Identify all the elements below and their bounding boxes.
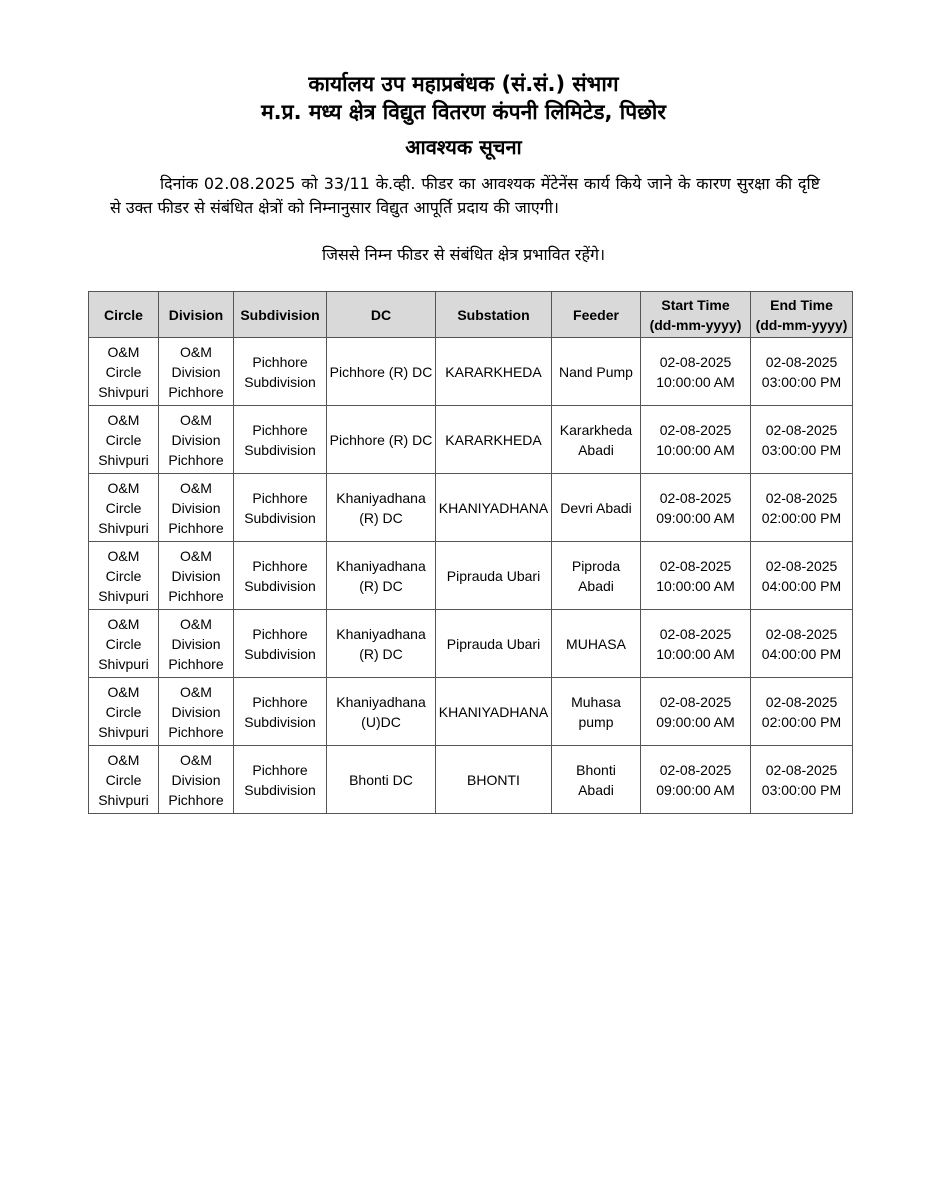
- cell-feeder: Nand Pump: [552, 338, 641, 406]
- cell-circle: O&M Circle Shivpuri: [89, 610, 159, 678]
- cell-substation: KARARKHEDA: [436, 338, 552, 406]
- table-row: [89, 474, 853, 542]
- table-row: [89, 678, 853, 746]
- cell-subdivision: Pichhore Subdivision: [234, 338, 327, 406]
- cell-start-time: 02-08-2025 09:00:00 AM: [641, 474, 751, 542]
- cell-dc: Pichhore (R) DC: [327, 338, 436, 406]
- cell-feeder: Devri Abadi: [552, 474, 641, 542]
- notice-heading: आवश्यक सूचना: [405, 135, 522, 159]
- cell-end-time: 02-08-2025 03:00:00 PM: [751, 406, 853, 474]
- shutdown-schedule-table: [88, 291, 853, 814]
- cell-start-time: 02-08-2025 09:00:00 AM: [641, 746, 751, 814]
- cell-subdivision: Pichhore Subdivision: [234, 542, 327, 610]
- table-row: [89, 338, 853, 406]
- cell-end-time: 02-08-2025 02:00:00 PM: [751, 678, 853, 746]
- cell-circle: O&M Circle Shivpuri: [89, 542, 159, 610]
- cell-end-time: 02-08-2025 03:00:00 PM: [751, 338, 853, 406]
- col-header-subdivision: Subdivision: [234, 292, 327, 338]
- col-header-division: Division: [159, 292, 234, 338]
- cell-division: O&M Division Pichhore: [159, 338, 234, 406]
- office-title: कार्यालय उप महाप्रबंधक (सं.सं.) संभाग: [308, 72, 619, 96]
- cell-dc: Khaniyadhana (U)DC: [327, 678, 436, 746]
- cell-end-time: 02-08-2025 04:00:00 PM: [751, 610, 853, 678]
- cell-dc: Khaniyadhana (R) DC: [327, 610, 436, 678]
- cell-circle: O&M Circle Shivpuri: [89, 678, 159, 746]
- cell-circle: O&M Circle Shivpuri: [89, 746, 159, 814]
- cell-feeder: Bhonti Abadi: [552, 746, 641, 814]
- cell-end-time: 02-08-2025 03:00:00 PM: [751, 746, 853, 814]
- cell-division: O&M Division Pichhore: [159, 542, 234, 610]
- cell-division: O&M Division Pichhore: [159, 610, 234, 678]
- notice-header: [0, 70, 927, 162]
- cell-start-time: 02-08-2025 10:00:00 AM: [641, 542, 751, 610]
- cell-substation: Piprauda Ubari: [436, 542, 552, 610]
- col-header-circle: Circle: [89, 292, 159, 338]
- cell-end-time: 02-08-2025 02:00:00 PM: [751, 474, 853, 542]
- cell-start-time: 02-08-2025 10:00:00 AM: [641, 406, 751, 474]
- cell-circle: O&M Circle Shivpuri: [89, 338, 159, 406]
- col-header-dc: DC: [327, 292, 436, 338]
- cell-division: O&M Division Pichhore: [159, 474, 234, 542]
- cell-substation: KHANIYADHANA: [436, 678, 552, 746]
- table-row: [89, 610, 853, 678]
- cell-division: O&M Division Pichhore: [159, 406, 234, 474]
- cell-subdivision: Pichhore Subdivision: [234, 474, 327, 542]
- cell-substation: BHONTI: [436, 746, 552, 814]
- cell-feeder: Muhasa pump: [552, 678, 641, 746]
- col-header-start-time: Start Time (dd-mm-yyyy): [641, 292, 751, 338]
- cell-start-time: 02-08-2025 10:00:00 AM: [641, 338, 751, 406]
- cell-start-time: 02-08-2025 09:00:00 AM: [641, 678, 751, 746]
- cell-start-time: 02-08-2025 10:00:00 AM: [641, 610, 751, 678]
- cell-subdivision: Pichhore Subdivision: [234, 406, 327, 474]
- table-row: [89, 542, 853, 610]
- affected-areas-line: जिससे निम्न फीडर से संबंधित क्षेत्र प्रभावित रहेंगे।: [321, 245, 606, 264]
- cell-subdivision: Pichhore Subdivision: [234, 746, 327, 814]
- cell-dc: Pichhore (R) DC: [327, 406, 436, 474]
- notice-paragraph: दिनांक 02.08.2025 को 33/11 के.व्ही. फीडर का आवश्यक मेंटेनेंस कार्य किये जाने के कारण सुरक्षा की दृष्टि से उक्त फीडर से संबंधित क्षेत्रों को निम्नानुसार विद्युत आपूर्ति प्रदाय की जाएगी।: [110, 174, 820, 217]
- cell-circle: O&M Circle Shivpuri: [89, 474, 159, 542]
- cell-division: O&M Division Pichhore: [159, 678, 234, 746]
- cell-feeder: Piproda Abadi: [552, 542, 641, 610]
- cell-division: O&M Division Pichhore: [159, 746, 234, 814]
- cell-dc: Khaniyadhana (R) DC: [327, 542, 436, 610]
- cell-dc: Khaniyadhana (R) DC: [327, 474, 436, 542]
- cell-circle: O&M Circle Shivpuri: [89, 406, 159, 474]
- table-row: [89, 406, 853, 474]
- company-title: म.प्र. मध्य क्षेत्र विद्युत वितरण कंपनी लिमिटेड, पिछोर: [261, 100, 666, 124]
- col-header-substation: Substation: [436, 292, 552, 338]
- cell-substation: KHANIYADHANA: [436, 474, 552, 542]
- cell-feeder: MUHASA: [552, 610, 641, 678]
- cell-feeder: Kararkheda Abadi: [552, 406, 641, 474]
- cell-subdivision: Pichhore Subdivision: [234, 678, 327, 746]
- cell-end-time: 02-08-2025 04:00:00 PM: [751, 542, 853, 610]
- col-header-feeder: Feeder: [552, 292, 641, 338]
- table-row: [89, 746, 853, 814]
- col-header-end-time: End Time (dd-mm-yyyy): [751, 292, 853, 338]
- cell-subdivision: Pichhore Subdivision: [234, 610, 327, 678]
- cell-substation: Piprauda Ubari: [436, 610, 552, 678]
- cell-dc: Bhonti DC: [327, 746, 436, 814]
- cell-substation: KARARKHEDA: [436, 406, 552, 474]
- table-header-row: [89, 292, 853, 338]
